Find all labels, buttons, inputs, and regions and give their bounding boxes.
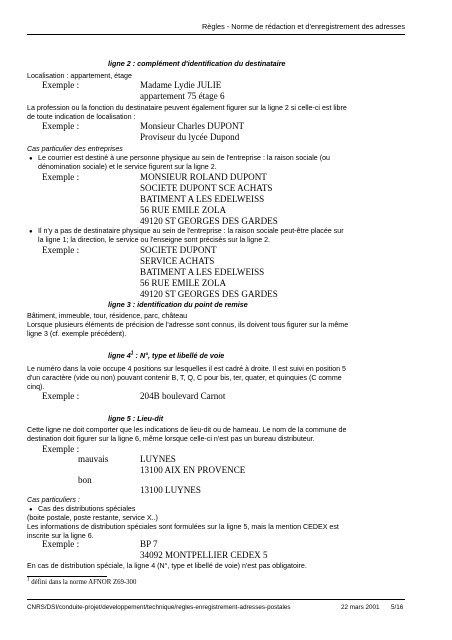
example-line: 56 RUE EMILE ZOLA	[140, 205, 227, 215]
subheading: Cas particuliers :	[27, 496, 80, 504]
paragraph: Les informations de distribution spéciales sont formulées sur la ligne 5, mais la mention CEDEX est	[27, 523, 339, 531]
example-label: Exemple :	[42, 172, 80, 182]
paragraph: destination doit figurer sur la ligne 6, même lorsque celle-ci n'est pas un bureau distributeur.	[27, 435, 315, 443]
paragraph: cinq).	[27, 383, 45, 391]
section-title-text: : N°, type et libellé de voie	[133, 351, 225, 360]
paragraph: Le courrier est destiné à une personne physique au sein de l'entreprise : la raison sociale (ou	[38, 154, 330, 162]
example-line: 49120 ST GEORGES DES GARDES	[140, 289, 278, 299]
paragraph: Localisation : appartement, étage	[27, 72, 132, 80]
example-line: 34092 MONTPELLIER CEDEX 5	[140, 550, 268, 560]
example-line: 13100 AIX EN PROVENCE	[140, 465, 246, 475]
example-label: Exemple :	[42, 121, 80, 131]
footnote-text: défini dans la norme AFNOR Z69-300	[29, 579, 137, 586]
example-label: Exemple :	[42, 245, 80, 255]
paragraph: La profession ou la fonction du destinataire peuvent également figurer sur la ligne 2 si celle-ci est libre	[27, 104, 347, 112]
example-line: Proviseur du lycée Dupond	[140, 132, 240, 142]
example-line: 204B boulevard Carnot	[140, 391, 226, 401]
footer-page-number: 5/16	[391, 604, 404, 611]
section-title-text: ligne 4	[108, 351, 131, 360]
example-line: Madame Lydie JULIE	[140, 80, 222, 90]
footnote-ref: 1	[130, 350, 134, 357]
paragraph: Cas des distributions spéciales	[38, 505, 136, 513]
paragraph: dénomination sociale) et le service figurent sur la ligne 2.	[38, 163, 217, 171]
paragraph: Bâtiment, immeuble, tour, résidence, parc, château	[27, 312, 188, 320]
example-line: LUYNES	[140, 454, 176, 464]
paragraph: d'un caractère (vide ou non) pouvant contenir B, T, Q, C pour bis, ter, quater, et quinquies (C comme	[27, 374, 342, 382]
bullet-icon: ●	[29, 229, 33, 235]
footer-rule	[27, 599, 405, 600]
paragraph: Lorsque plusieurs éléments de précision de l'adresse sont connus, ils doivent tous figurer sur la même	[27, 321, 349, 329]
paragraph: Cette ligne ne doit comporter que les indications de lieu-dit ou de hameau. Le nom de la commune de	[27, 426, 347, 434]
example-line: BATIMENT A LES EDELWEISS	[140, 267, 265, 277]
footnote-mark: 1	[27, 577, 30, 583]
example-line: 49120 ST GEORGES DES GARDES	[140, 216, 278, 226]
section-title-ligne-2: ligne 2 : complément d'identification du destinataire	[108, 59, 286, 68]
paragraph: Le numéro dans la voie occupe 4 positions sur lesquelles il est cadré à droite. Il est suivi en position 5	[27, 365, 347, 373]
section-title-ligne-4	[108, 352, 224, 359]
subheading: Cas particulier des entreprises	[27, 145, 123, 153]
example-line: SERVICE ACHATS	[140, 256, 215, 266]
example-line: MONSIEUR ROLAND DUPONT	[140, 172, 267, 182]
example-line: 56 RUE EMILE ZOLA	[140, 278, 227, 288]
example-line: BP 7	[140, 539, 158, 549]
bullet-icon: ●	[29, 156, 33, 162]
example-line: BATIMENT A LES EDELWEISS	[140, 194, 265, 204]
paragraph: de toute indication de localisation :	[27, 113, 136, 121]
footer-date: 22 mars 2001	[341, 604, 380, 611]
page-header: Règles - Norme de rédaction et d'enregistrement des adresses	[202, 22, 405, 31]
header-rule	[27, 34, 405, 35]
section-title-ligne-3: ligne 3 : identification du point de remise	[108, 300, 248, 309]
paragraph: inscrite sur la ligne 6.	[27, 532, 94, 540]
example-label: Exemple :	[42, 539, 80, 549]
example-line: 13100 LUYNES	[140, 485, 201, 495]
paragraph: ligne 3 (cf. exemple précédent).	[27, 330, 127, 338]
example-line: SOCIETE DUPONT	[140, 245, 217, 255]
paragraph: (boite postale, poste restante, service X..)	[27, 514, 158, 522]
example-label: Exemple :	[42, 444, 80, 454]
example-label: Exemple :	[42, 80, 80, 90]
paragraph: En cas de distribution spéciale, la ligne 4 (N°, type et libellé de voie) n'est pas obligatoire.	[27, 562, 307, 570]
footnote	[27, 577, 137, 587]
example-line: Monsieur Charles DUPONT	[140, 121, 245, 131]
example-label: Exemple :	[42, 391, 80, 401]
paragraph: la ligne 1; la direction, le service ou l'enseigne sont précisés sur la ligne 2.	[38, 236, 271, 244]
section-title-ligne-5: ligne 5 : Lieu-dit	[108, 414, 164, 423]
label-mauvais: mauvais	[78, 454, 109, 464]
bullet-icon: ●	[29, 507, 33, 513]
footnote-rule	[27, 576, 107, 577]
example-line: SOCIETE DUPONT SCE ACHATS	[140, 183, 273, 193]
footer-path: CNRS/DSI/conduite-projet/developpement/technique/regles-enregistrement-adresses-postales	[27, 604, 291, 611]
example-line: appartement 75 étage 6	[140, 91, 225, 101]
label-bon: bon	[78, 475, 92, 485]
paragraph: Il n'y a pas de destinataire physique au sein de l'entreprise : la raison sociale peut-être placée sur	[38, 227, 344, 235]
